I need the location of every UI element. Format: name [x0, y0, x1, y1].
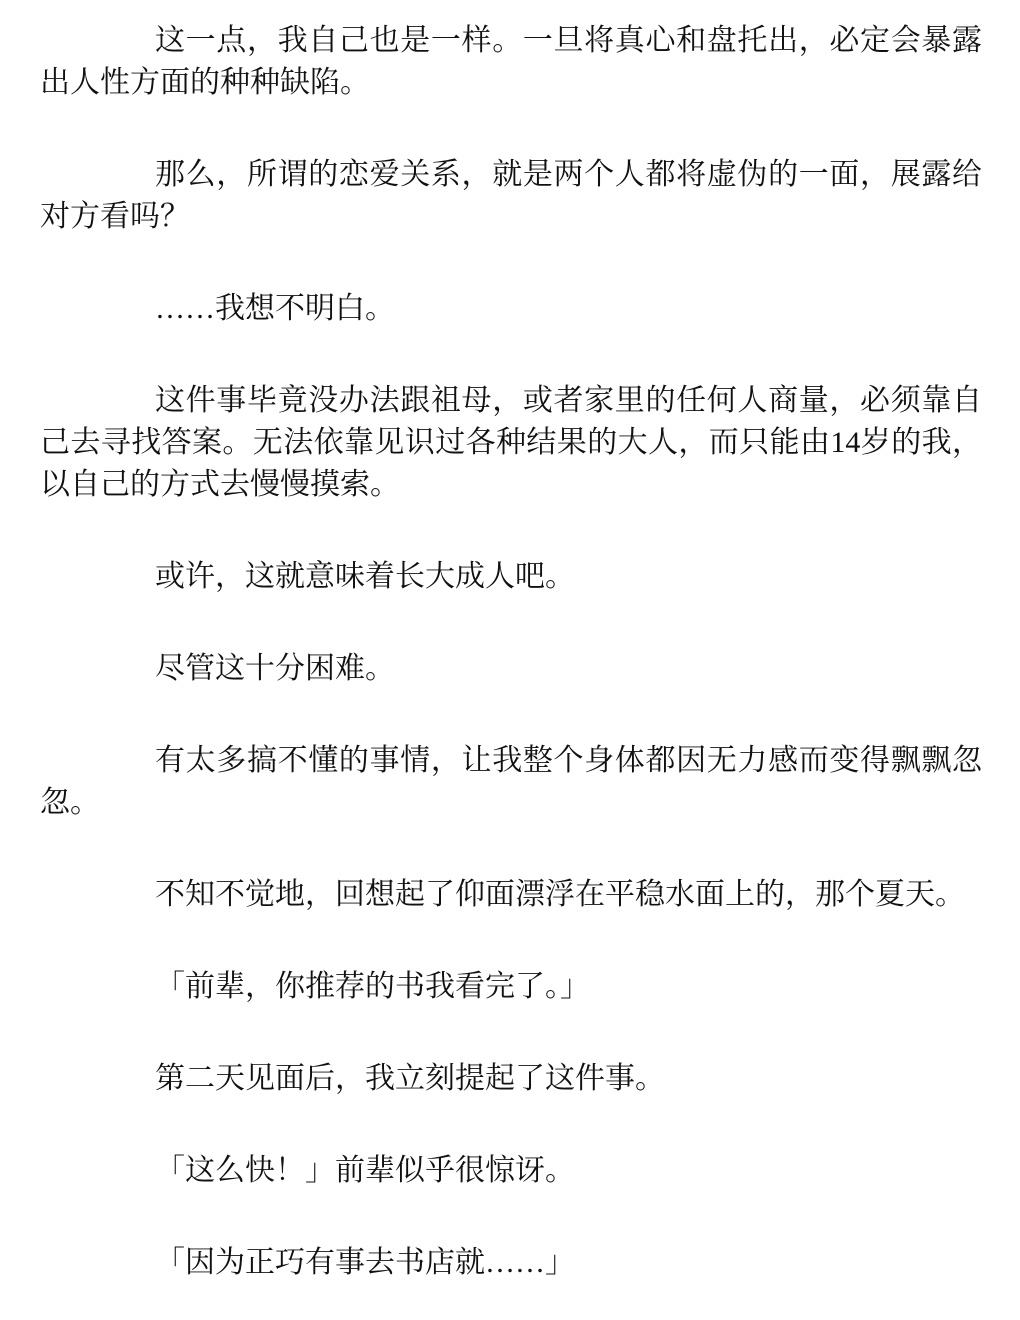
- paragraph: ……我想不明白。: [155, 292, 395, 325]
- paragraph: 「因为正巧有事去书店就……」: [155, 1246, 575, 1279]
- paragraph: 「前辈，你推荐的书我看完了。」: [155, 970, 590, 1003]
- paragraph: 第二天见面后，我立刻提起了这件事。: [155, 1062, 665, 1095]
- paragraph: 「这么快！」前辈似乎很惊讶。: [155, 1154, 575, 1187]
- paragraph: 这件事毕竟没办法跟祖母，或者家里的任何人商量，必须靠自己去寻找答案。无法依靠见识过各种结果的大人，而只能由14岁的我，以自己的方式去慢慢摸索。: [40, 384, 982, 501]
- paragraph: 那么，所谓的恋爱关系，就是两个人都将虚伪的一面，展露给对方看吗？: [40, 158, 982, 233]
- paragraph: 这一点，我自己也是一样。一旦将真心和盘托出，必定会暴露出人性方面的种种缺陷。: [40, 24, 982, 99]
- paragraph: 不知不觉地，回想起了仰面漂浮在平稳水面上的，那个夏天。: [155, 878, 965, 911]
- paragraph: 或许，这就意味着长大成人吧。: [155, 560, 575, 593]
- paragraph: 尽管这十分困难。: [155, 652, 395, 685]
- paragraph: 有太多搞不懂的事情，让我整个身体都因无力感而变得飘飘忽忽。: [40, 744, 982, 819]
